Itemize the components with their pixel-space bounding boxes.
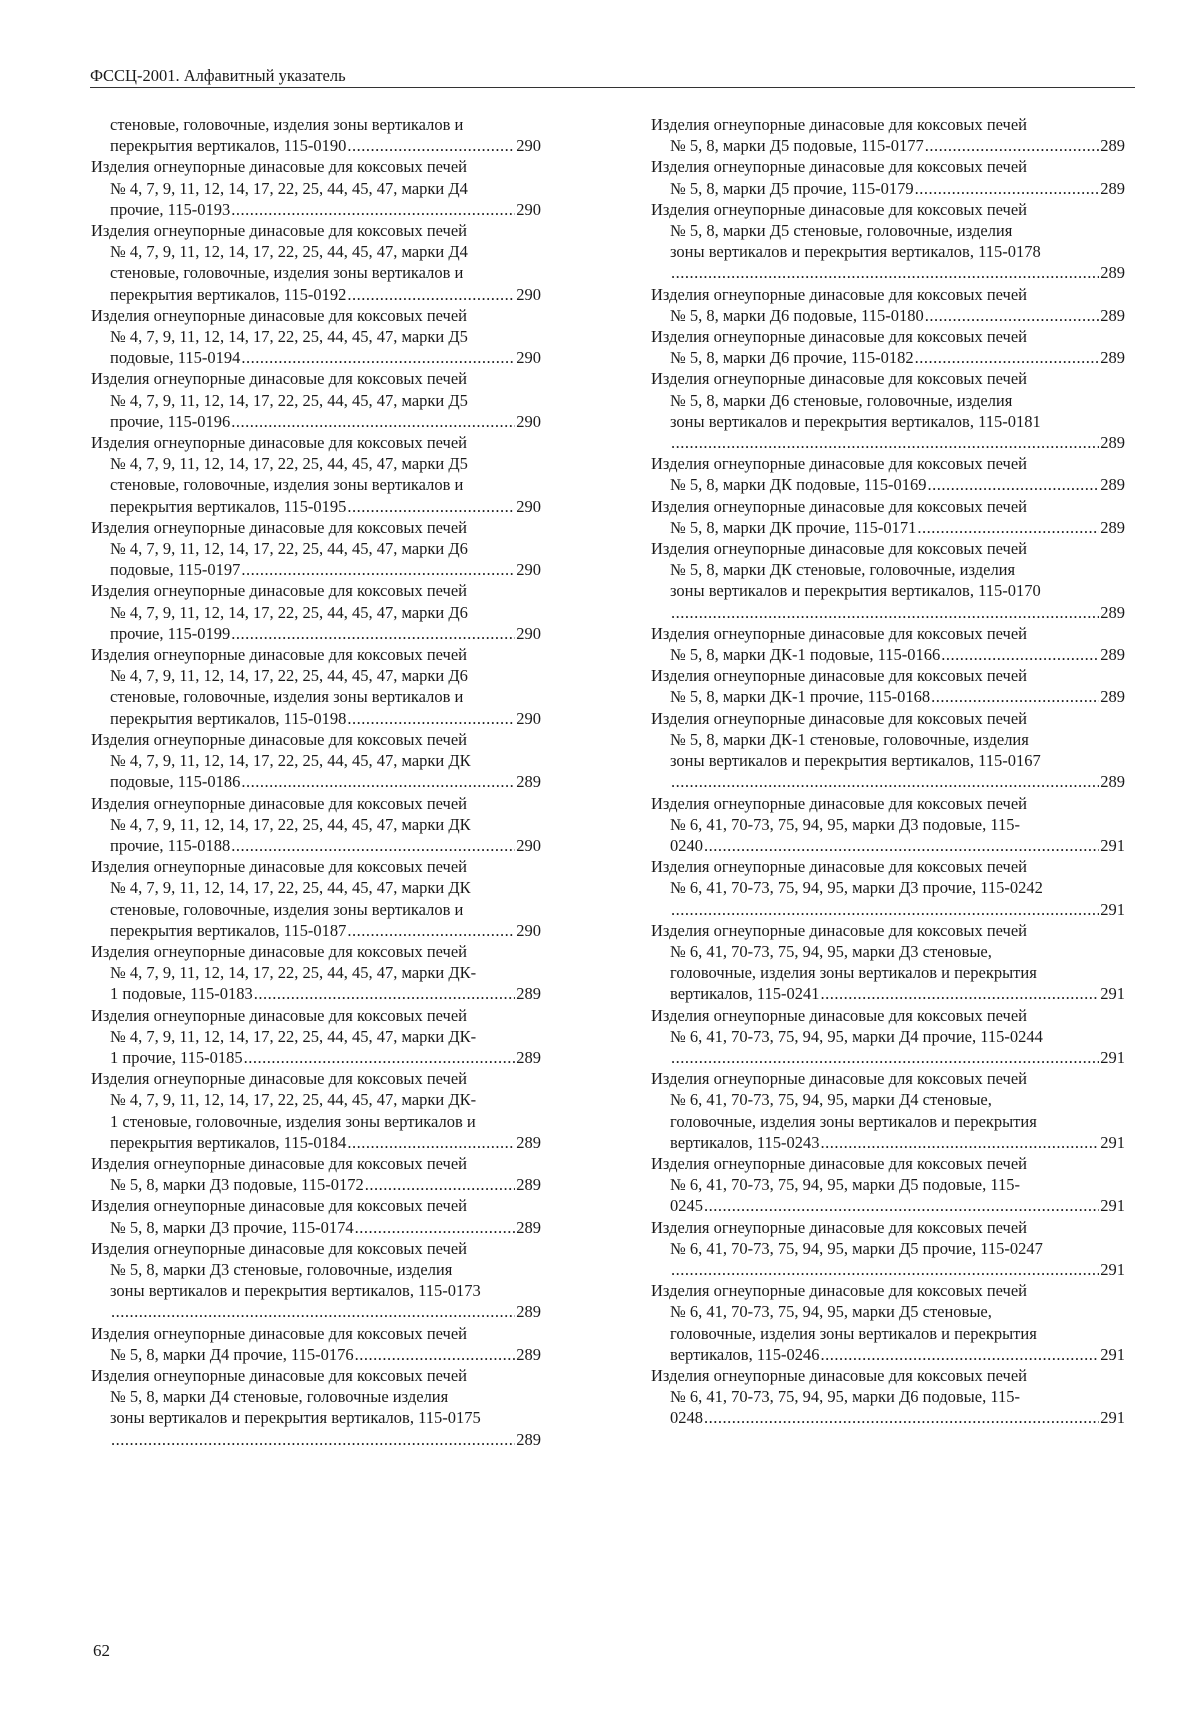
index-entry-text: № 5, 8, марки Д3 прочие, 115-0174 <box>110 1217 354 1237</box>
index-entry <box>91 305 541 369</box>
dot-leader <box>820 1344 1099 1365</box>
index-entry-text: зоны вертикалов и перекрытия вертикалов, 115-0170 <box>670 581 1041 601</box>
dot-leader <box>671 1259 1099 1280</box>
index-entry-last-line <box>91 835 541 856</box>
index-entry-page: 289 <box>516 984 541 1004</box>
index-entry-text: Изделия огнеупорные динасовые для коксовых печей <box>91 1005 468 1025</box>
index-entry-text: № 5, 8, марки Д5 подовые, 115-0177 <box>670 136 924 156</box>
index-entry-page: 291 <box>1100 1132 1125 1152</box>
index-entry-text: Изделия огнеупорные динасовые для коксовых печей <box>91 729 468 749</box>
index-entry <box>651 623 1125 665</box>
index-entry-text: Изделия огнеупорные динасовые для коксовых печей <box>651 369 1028 389</box>
dot-leader <box>820 1132 1099 1153</box>
index-entry-text: Изделия огнеупорные динасовые для коксовых печей <box>91 221 468 241</box>
index-entry-page: 291 <box>1100 984 1125 1004</box>
index-entry-text: головочные, изделия зоны вертикалов и перекрытия <box>670 1323 1037 1343</box>
index-entry-text: Изделия огнеупорные динасовые для коксовых печей <box>91 1153 468 1173</box>
index-entry <box>651 284 1125 326</box>
index-entry-page: 289 <box>1100 178 1125 198</box>
index-entry-page: 291 <box>1100 1047 1125 1067</box>
index-entry-text: Изделия огнеупорные динасовые для коксовых печей <box>651 327 1028 347</box>
dot-leader <box>241 559 515 580</box>
index-entry <box>91 1238 541 1323</box>
dot-leader <box>231 411 515 432</box>
index-entry-text: зоны вертикалов и перекрытия вертикалов, 115-0167 <box>670 751 1041 771</box>
index-entry-text: прочие, 115-0196 <box>110 411 231 431</box>
index-entry-text: № 5, 8, марки Д4 стеновые, головочные изделия <box>110 1387 449 1407</box>
index-entry-text: вертикалов, 115-0243 <box>670 1132 820 1152</box>
index-entry-page: 289 <box>1100 263 1125 283</box>
index-entry-text: прочие, 115-0188 <box>110 835 231 855</box>
dot-leader <box>355 1344 516 1365</box>
index-entry <box>651 1280 1125 1365</box>
index-entry-text: перекрытия вертикалов, 115-0187 <box>110 920 347 940</box>
index-entry <box>91 1005 541 1069</box>
index-entry-last-line <box>651 517 1125 538</box>
index-entry-text: Изделия огнеупорные динасовые для коксовых печей <box>651 708 1028 728</box>
index-entry-page: 289 <box>516 1429 541 1449</box>
index-entry-text: № 5, 8, марки Д6 прочие, 115-0182 <box>670 348 914 368</box>
index-entry <box>91 156 541 220</box>
index-entry-text: Изделия огнеупорные динасовые для коксовых печей <box>651 1005 1028 1025</box>
index-entry-last-line <box>651 1132 1125 1153</box>
index-entry <box>91 729 541 793</box>
index-entry-text: Изделия огнеупорные динасовые для коксовых печей <box>651 1153 1028 1173</box>
index-entry-text: № 5, 8, марки ДК-1 стеновые, головочные, изделия <box>670 729 1029 749</box>
dot-leader <box>355 1217 516 1238</box>
index-entry-text: № 4, 7, 9, 11, 12, 14, 17, 22, 25, 44, 45, 47, марки Д6 <box>110 666 468 686</box>
index-entry-text: № 6, 41, 70-73, 75, 94, 95, марки Д3 подовые, 115- <box>670 814 1020 834</box>
index-column-right <box>651 114 1125 1429</box>
dot-leader <box>671 602 1099 623</box>
dot-leader <box>347 496 515 517</box>
index-entry-last-line <box>91 559 541 580</box>
index-entry-text: № 4, 7, 9, 11, 12, 14, 17, 22, 25, 44, 45, 47, марки Д5 <box>110 454 468 474</box>
index-entry-text: перекрытия вертикалов, 115-0195 <box>110 496 347 516</box>
index-entry-text: 0248 <box>670 1408 703 1428</box>
index-entry-text: Изделия огнеупорные динасовые для коксовых печей <box>651 857 1028 877</box>
index-entry-text: № 4, 7, 9, 11, 12, 14, 17, 22, 25, 44, 45, 47, марки ДК- <box>110 1026 477 1046</box>
index-entry-page: 291 <box>1100 1196 1125 1216</box>
index-entry <box>91 856 541 941</box>
index-entry <box>651 708 1125 793</box>
index-entry-text: стеновые, головочные, изделия зоны вертикалов и <box>110 899 464 919</box>
index-entry-text: № 5, 8, марки Д3 подовые, 115-0172 <box>110 1175 364 1195</box>
index-entry-last-line <box>91 1344 541 1365</box>
dot-leader <box>915 347 1100 368</box>
index-entry-text: № 5, 8, марки ДК стеновые, головочные, изделия <box>670 560 1016 580</box>
dot-leader <box>241 347 515 368</box>
index-entry <box>91 1195 541 1237</box>
index-entry-page: 289 <box>1100 475 1125 495</box>
dot-leader <box>111 1429 515 1450</box>
index-entry-text: № 4, 7, 9, 11, 12, 14, 17, 22, 25, 44, 45, 47, марки ДК- <box>110 963 477 983</box>
document-title: ФССЦ-2001. Алфавитный указатель <box>90 66 346 85</box>
index-entry-page: 290 <box>516 623 541 643</box>
index-entry-last-line <box>91 135 541 156</box>
dot-leader <box>671 1047 1099 1068</box>
index-entry-text: зоны вертикалов и перекрытия вертикалов, 115-0181 <box>670 411 1041 431</box>
index-entry-page: 291 <box>1100 1344 1125 1364</box>
dot-leader <box>254 983 516 1004</box>
index-entry-text: 1 стеновые, головочные, изделия зоны вертикалов и <box>110 1111 476 1131</box>
index-entry-page: 290 <box>516 199 541 219</box>
index-entry-page: 289 <box>516 1047 541 1067</box>
index-entry-last-line <box>651 771 1125 792</box>
index-entry-last-line <box>651 899 1125 920</box>
index-entry <box>91 1153 541 1195</box>
index-entry-text: Изделия огнеупорные динасовые для коксовых печей <box>91 793 468 813</box>
index-entry-page: 291 <box>1100 1259 1125 1279</box>
index-entry-text: головочные, изделия зоны вертикалов и перекрытия <box>670 963 1037 983</box>
index-entry-last-line <box>91 1429 541 1450</box>
index-entry-text: Изделия огнеупорные динасовые для коксовых печей <box>651 1217 1028 1237</box>
index-entry-last-line <box>91 708 541 729</box>
index-entry-last-line <box>651 1047 1125 1068</box>
index-entry-last-line <box>651 983 1125 1004</box>
index-entry <box>91 220 541 305</box>
index-entry-last-line <box>91 199 541 220</box>
index-entry-text: № 6, 41, 70-73, 75, 94, 95, марки Д4 прочие, 115-0244 <box>670 1026 1043 1046</box>
index-entry-text: № 4, 7, 9, 11, 12, 14, 17, 22, 25, 44, 45, 47, марки Д4 <box>110 242 468 262</box>
dot-leader <box>231 199 515 220</box>
dot-leader <box>925 135 1100 156</box>
index-entry-text: № 4, 7, 9, 11, 12, 14, 17, 22, 25, 44, 45, 47, марки Д4 <box>110 178 468 198</box>
index-entry-text: стеновые, головочные, изделия зоны вертикалов и <box>110 687 464 707</box>
index-entry-text: Изделия огнеупорные динасовые для коксовых печей <box>651 920 1028 940</box>
dot-leader <box>231 623 515 644</box>
index-entry-last-line <box>651 686 1125 707</box>
dot-leader <box>931 686 1099 707</box>
index-entry-page: 290 <box>516 411 541 431</box>
dot-leader <box>925 305 1100 326</box>
index-entry-last-line <box>91 623 541 644</box>
index-entry-text: № 6, 41, 70-73, 75, 94, 95, марки Д4 стеновые, <box>670 1090 992 1110</box>
index-entry-last-line <box>651 1344 1125 1365</box>
index-entry-page: 291 <box>1100 835 1125 855</box>
dot-leader <box>671 432 1099 453</box>
index-entry <box>651 793 1125 857</box>
index-entry <box>91 1068 541 1153</box>
index-entry-last-line <box>651 1259 1125 1280</box>
index-entry-last-line <box>91 411 541 432</box>
index-entry <box>91 114 541 156</box>
index-entry <box>651 368 1125 453</box>
index-entry-last-line <box>91 983 541 1004</box>
index-entry-text: 1 подовые, 115-0183 <box>110 984 253 1004</box>
index-entry-text: № 6, 41, 70-73, 75, 94, 95, марки Д5 прочие, 115-0247 <box>670 1238 1043 1258</box>
index-entry-last-line <box>651 432 1125 453</box>
index-entry-text: прочие, 115-0199 <box>110 623 231 643</box>
index-entry-last-line <box>91 347 541 368</box>
index-entry <box>91 580 541 644</box>
index-entry-last-line <box>651 178 1125 199</box>
index-entry-text: № 5, 8, марки Д5 стеновые, головочные, изделия <box>670 221 1013 241</box>
index-entry-page: 290 <box>516 284 541 304</box>
index-entry-text: зоны вертикалов и перекрытия вертикалов, 115-0175 <box>110 1408 481 1428</box>
index-entry-text: зоны вертикалов и перекрытия вертикалов, 115-0178 <box>670 242 1041 262</box>
index-entry-text: подовые, 115-0197 <box>110 560 241 580</box>
index-entry-text: № 4, 7, 9, 11, 12, 14, 17, 22, 25, 44, 45, 47, марки ДК <box>110 751 471 771</box>
index-entry-text: Изделия огнеупорные динасовые для коксовых печей <box>91 581 468 601</box>
index-entry-page: 290 <box>516 560 541 580</box>
page-header <box>90 66 1135 88</box>
index-entry-text: Изделия огнеупорные динасовые для коксовых печей <box>651 1281 1028 1301</box>
index-entry-last-line <box>91 284 541 305</box>
index-entry-text: № 4, 7, 9, 11, 12, 14, 17, 22, 25, 44, 45, 47, марки Д6 <box>110 539 468 559</box>
index-entry-page: 289 <box>1100 433 1125 453</box>
index-entry-page: 289 <box>516 1344 541 1364</box>
index-entry <box>91 1323 541 1365</box>
index-entry-text: Изделия огнеупорные динасовые для коксовых печей <box>91 941 468 961</box>
index-entry-page: 289 <box>1100 517 1125 537</box>
index-entry-text: Изделия огнеупорные динасовые для коксовых печей <box>651 623 1028 643</box>
index-entry-page: 290 <box>516 136 541 156</box>
index-entry-page: 289 <box>1100 348 1125 368</box>
index-entry <box>91 941 541 1005</box>
index-entry-text: № 4, 7, 9, 11, 12, 14, 17, 22, 25, 44, 45, 47, марки Д5 <box>110 390 468 410</box>
index-entry-last-line <box>651 347 1125 368</box>
dot-leader <box>671 262 1099 283</box>
index-entry-page: 290 <box>516 835 541 855</box>
index-entry-text: № 4, 7, 9, 11, 12, 14, 17, 22, 25, 44, 45, 47, марки ДК <box>110 814 471 834</box>
index-entry <box>91 1365 541 1450</box>
dot-leader <box>241 771 515 792</box>
dot-leader <box>915 178 1100 199</box>
page-number: 62 <box>93 1641 110 1660</box>
index-entry-text: перекрытия вертикалов, 115-0184 <box>110 1132 347 1152</box>
index-entry-text: Изделия огнеупорные динасовые для коксовых печей <box>651 1069 1028 1089</box>
dot-leader <box>347 708 515 729</box>
index-entry <box>91 368 541 432</box>
index-entry-text: № 5, 8, марки Д4 прочие, 115-0176 <box>110 1344 354 1364</box>
dot-leader <box>347 284 515 305</box>
index-entry-text: Изделия огнеупорные динасовые для коксовых печей <box>91 305 468 325</box>
index-entry <box>651 538 1125 623</box>
index-entry-page: 289 <box>516 1132 541 1152</box>
index-entry-page: 289 <box>516 772 541 792</box>
index-entry-page: 289 <box>1100 687 1125 707</box>
index-entry-text: Изделия огнеупорные динасовые для коксовых печей <box>91 1323 468 1343</box>
index-entry-text: Изделия огнеупорные динасовые для коксовых печей <box>651 539 1028 559</box>
index-entry-text: Изделия огнеупорные динасовые для коксовых печей <box>651 793 1028 813</box>
index-entry <box>91 644 541 729</box>
index-entry-last-line <box>91 1301 541 1322</box>
index-entry-last-line <box>651 474 1125 495</box>
index-entry-text: Изделия огнеупорные динасовые для коксовых печей <box>91 857 468 877</box>
index-entry <box>651 920 1125 1005</box>
dot-leader <box>820 983 1099 1004</box>
index-entry-last-line <box>651 602 1125 623</box>
index-entry-last-line <box>651 135 1125 156</box>
index-entry-last-line <box>91 1132 541 1153</box>
dot-leader <box>231 835 515 856</box>
dot-leader <box>365 1174 516 1195</box>
index-entry-last-line <box>91 1047 541 1068</box>
index-entry-text: Изделия огнеупорные динасовые для коксовых печей <box>651 115 1028 134</box>
index-entry <box>651 156 1125 198</box>
index-entry-text: № 6, 41, 70-73, 75, 94, 95, марки Д5 стеновые, <box>670 1302 992 1322</box>
index-entry-text: зоны вертикалов и перекрытия вертикалов, 115-0173 <box>110 1281 481 1301</box>
index-entry-text: № 6, 41, 70-73, 75, 94, 95, марки Д3 прочие, 115-0242 <box>670 878 1043 898</box>
index-entry-text: № 5, 8, марки Д3 стеновые, головочные, изделия <box>110 1259 453 1279</box>
index-entry-text: № 4, 7, 9, 11, 12, 14, 17, 22, 25, 44, 45, 47, марки Д6 <box>110 602 468 622</box>
index-entry <box>651 1005 1125 1069</box>
index-entry-text: подовые, 115-0186 <box>110 772 241 792</box>
index-entry-text: № 5, 8, марки Д6 стеновые, головочные, изделия <box>670 390 1013 410</box>
index-entry-page: 291 <box>1100 1408 1125 1428</box>
index-entry-text: Изделия огнеупорные динасовые для коксовых печей <box>91 1365 468 1385</box>
index-entry <box>91 517 541 581</box>
index-entry-text: перекрытия вертикалов, 115-0198 <box>110 708 347 728</box>
index-entry-text: вертикалов, 115-0246 <box>670 1344 820 1364</box>
index-entry-page: 290 <box>516 348 541 368</box>
dot-leader <box>917 517 1099 538</box>
index-entry-text: вертикалов, 115-0241 <box>670 984 820 1004</box>
index-entry-text: перекрытия вертикалов, 115-0190 <box>110 136 347 156</box>
index-entry-last-line <box>91 1174 541 1195</box>
index-entry-last-line <box>651 644 1125 665</box>
index-entry-text: Изделия огнеупорные динасовые для коксовых печей <box>651 666 1028 686</box>
index-entry <box>651 1068 1125 1153</box>
index-entry-text: № 4, 7, 9, 11, 12, 14, 17, 22, 25, 44, 45, 47, марки ДК <box>110 878 471 898</box>
index-entry-text: 0245 <box>670 1196 703 1216</box>
dot-leader <box>347 920 515 941</box>
index-entry-page: 289 <box>516 1175 541 1195</box>
index-entry-text: № 6, 41, 70-73, 75, 94, 95, марки Д5 подовые, 115- <box>670 1175 1020 1195</box>
index-entry-page: 289 <box>1100 772 1125 792</box>
index-entry-text: № 5, 8, марки ДК подовые, 115-0169 <box>670 475 927 495</box>
index-entry-page: 289 <box>516 1302 541 1322</box>
index-entry-text: Изделия огнеупорные динасовые для коксовых печей <box>651 157 1028 177</box>
index-entry-last-line <box>651 1195 1125 1216</box>
index-entry-last-line <box>651 835 1125 856</box>
dot-leader <box>927 474 1099 495</box>
index-entry-text: № 4, 7, 9, 11, 12, 14, 17, 22, 25, 44, 45, 47, марки ДК- <box>110 1090 477 1110</box>
index-entry <box>651 1217 1125 1281</box>
index-entry-text: Изделия огнеупорные динасовые для коксовых печей <box>91 157 468 177</box>
index-entry-text: № 5, 8, марки ДК прочие, 115-0171 <box>670 517 917 537</box>
index-entry-text: Изделия огнеупорные динасовые для коксовых печей <box>651 284 1028 304</box>
index-entry <box>91 432 541 517</box>
index-entry-last-line <box>651 305 1125 326</box>
index-entry-text: стеновые, головочные, изделия зоны вертикалов и <box>110 475 464 495</box>
index-entry-text: стеновые, головочные, изделия зоны вертикалов и <box>110 263 464 283</box>
index-entry-text: Изделия огнеупорные динасовые для коксовых печей <box>91 433 468 453</box>
index-entry-text: 0240 <box>670 835 703 855</box>
index-entry-last-line <box>651 1407 1125 1428</box>
index-entry-text: головочные, изделия зоны вертикалов и перекрытия <box>670 1111 1037 1131</box>
index-entry-page: 290 <box>516 496 541 516</box>
index-entry-text: прочие, 115-0193 <box>110 199 231 219</box>
index-entry-last-line <box>91 1217 541 1238</box>
index-entry-text: перекрытия вертикалов, 115-0192 <box>110 284 347 304</box>
dot-leader <box>704 1407 1099 1428</box>
index-entry-page: 289 <box>1100 602 1125 622</box>
index-entry-text: № 4, 7, 9, 11, 12, 14, 17, 22, 25, 44, 45, 47, марки Д5 <box>110 327 468 347</box>
index-entry-text: Изделия огнеупорные динасовые для коксовых печей <box>91 369 468 389</box>
dot-leader <box>111 1301 515 1322</box>
dot-leader <box>704 835 1099 856</box>
index-entry-text: № 5, 8, марки ДК-1 прочие, 115-0168 <box>670 687 931 707</box>
index-entry-text: Изделия огнеупорные динасовые для коксовых печей <box>91 1069 468 1089</box>
dot-leader <box>347 135 515 156</box>
index-column-left <box>91 114 541 1450</box>
index-entry <box>651 665 1125 707</box>
index-entry-page: 289 <box>1100 136 1125 156</box>
index-entry <box>651 496 1125 538</box>
index-entry-last-line <box>651 262 1125 283</box>
index-entry-text: Изделия огнеупорные динасовые для коксовых печей <box>651 454 1028 474</box>
index-entry-text: № 5, 8, марки ДК-1 подовые, 115-0166 <box>670 645 941 665</box>
index-entry-last-line <box>91 771 541 792</box>
index-entry-text: подовые, 115-0194 <box>110 348 241 368</box>
index-entry-text: Изделия огнеупорные динасовые для коксовых печей <box>91 517 468 537</box>
index-entry-text: Изделия огнеупорные динасовые для коксовых печей <box>651 1365 1028 1385</box>
index-entry-page: 290 <box>516 708 541 728</box>
index-entry <box>651 114 1125 156</box>
dot-leader <box>671 771 1099 792</box>
index-entry-text: Изделия огнеупорные динасовые для коксовых печей <box>91 1196 468 1216</box>
index-entry-text: № 6, 41, 70-73, 75, 94, 95, марки Д6 подовые, 115- <box>670 1387 1020 1407</box>
dot-leader <box>347 1132 515 1153</box>
index-entry <box>651 453 1125 495</box>
index-entry-text: стеновые, головочные, изделия зоны вертикалов и <box>110 115 464 134</box>
dot-leader <box>671 899 1099 920</box>
index-entry-page: 289 <box>1100 645 1125 665</box>
index-entry <box>651 326 1125 368</box>
dot-leader <box>704 1195 1099 1216</box>
index-entry-text: № 5, 8, марки Д5 прочие, 115-0179 <box>670 178 914 198</box>
index-entry-last-line <box>91 496 541 517</box>
index-entry-text: Изделия огнеупорные динасовые для коксовых печей <box>91 645 468 665</box>
index-entry-last-line <box>91 920 541 941</box>
index-entry <box>651 199 1125 284</box>
index-entry-page: 290 <box>516 920 541 940</box>
dot-leader <box>941 644 1099 665</box>
index-entry-text: № 6, 41, 70-73, 75, 94, 95, марки Д3 стеновые, <box>670 941 992 961</box>
index-entry <box>651 1153 1125 1217</box>
index-entry-page: 291 <box>1100 899 1125 919</box>
index-entry-text: Изделия огнеупорные динасовые для коксовых печей <box>651 199 1028 219</box>
index-entry-text: Изделия огнеупорные динасовые для коксовых печей <box>651 496 1028 516</box>
index-entry-page: 289 <box>516 1217 541 1237</box>
index-entry <box>651 856 1125 920</box>
index-entry-text: 1 прочие, 115-0185 <box>110 1047 243 1067</box>
index-entry-text: № 5, 8, марки Д6 подовые, 115-0180 <box>670 305 924 325</box>
index-entry-text: Изделия огнеупорные динасовые для коксовых печей <box>91 1238 468 1258</box>
index-entry <box>651 1365 1125 1429</box>
index-entry-page: 289 <box>1100 305 1125 325</box>
dot-leader <box>244 1047 516 1068</box>
index-entry <box>91 793 541 857</box>
